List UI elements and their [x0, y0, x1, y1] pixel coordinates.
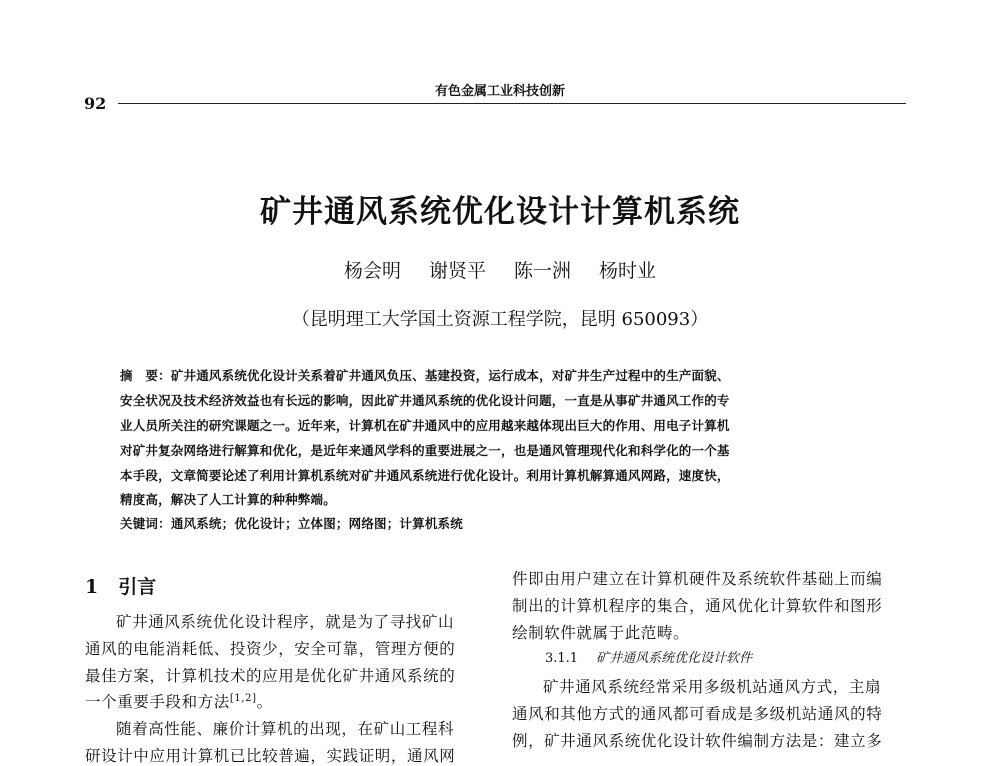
body-line: 研设计中应用计算机已比较普遍，实践证明，通风网: [85, 747, 456, 765]
keywords-label: 关键词：: [120, 516, 171, 531]
abstract-line: 本手段，文章简要论述了利用计算机系统对矿井通风系统进行优化设计。利用计算机解算通风网路，速度快，: [120, 468, 730, 483]
body-line: 通风的电能消耗低、投资少，安全可靠，管理方便的: [85, 640, 456, 658]
body-line: 制出的计算机程序的集合，通风优化计算软件和图形: [512, 597, 883, 615]
header-rule: [118, 103, 906, 104]
body-line: 例，矿井通风系统优化设计软件编制方法是：建立多: [512, 732, 883, 750]
author-list: [0, 256, 1000, 283]
abstract-line: 摘 要：矿井通风系统优化设计关系着矿井通风负压、基建投资，运行成本，对矿井生产过程中的生产面貌、: [120, 368, 730, 383]
body-line: 一个重要手段和方法[1,2]。: [85, 692, 273, 711]
subsection-heading: 3.1.1 矿井通风系统优化设计软件: [545, 651, 753, 666]
running-header: 有色金属工业科技创新: [434, 84, 565, 99]
abstract-label: 摘 要：: [120, 368, 171, 383]
body-line: 件即由用户建立在计算机硬件及系统软件基础上而编: [512, 570, 883, 588]
citation: [1,2]: [229, 692, 257, 704]
abstract-line: 精度高，解决了人工计算的种种弊端。: [120, 492, 336, 507]
abstract-line: 对矿井复杂网络进行解算和优化，是近年来通风学科的重要进展之一，也是通风管理现代化和科学化的一个基: [120, 443, 730, 458]
author: 陈一洲: [514, 260, 572, 282]
body-line: 最佳方案，计算机技术的应用是优化矿井通风系统的: [85, 667, 456, 685]
body-line: 通风和其他方式的通风都可看成是多级机站通风的特: [512, 705, 883, 723]
abstract-line: 安全状况及技术经济效益也有长远的影响，因此矿井通风系统的优化设计问题，一直是从事矿井通风工作的专: [120, 393, 730, 408]
body-line: 绘制软件就属于此范畴。: [512, 624, 690, 642]
page-number: 92: [84, 94, 107, 113]
author: 谢贤平: [428, 260, 486, 282]
author: 杨时业: [599, 260, 657, 282]
body-line: 矿井通风系统经常采用多级机站通风方式，主扇: [543, 678, 882, 696]
affiliation: （昆明理工大学国土资源工程学院，昆明 650093）: [291, 309, 709, 330]
body-line: 矿井通风系统优化设计程序，就是为了寻找矿山: [116, 613, 455, 631]
keywords: 关键词：通风系统；优化设计；立体图；网络图；计算机系统: [120, 516, 463, 531]
abstract-line: 业人员所关注的研究课题之一。近年来，计算机在矿井通风中的应用越来越体现出巨大的作用、用电子计算机: [120, 418, 730, 433]
body-line: 随着高性能、廉价计算机的出现，在矿山工程科: [116, 720, 455, 738]
author: 杨会明: [343, 260, 401, 282]
section-heading: 1 引言: [85, 576, 157, 598]
paper-title: 矿井通风系统优化设计计算机系统: [260, 194, 740, 230]
